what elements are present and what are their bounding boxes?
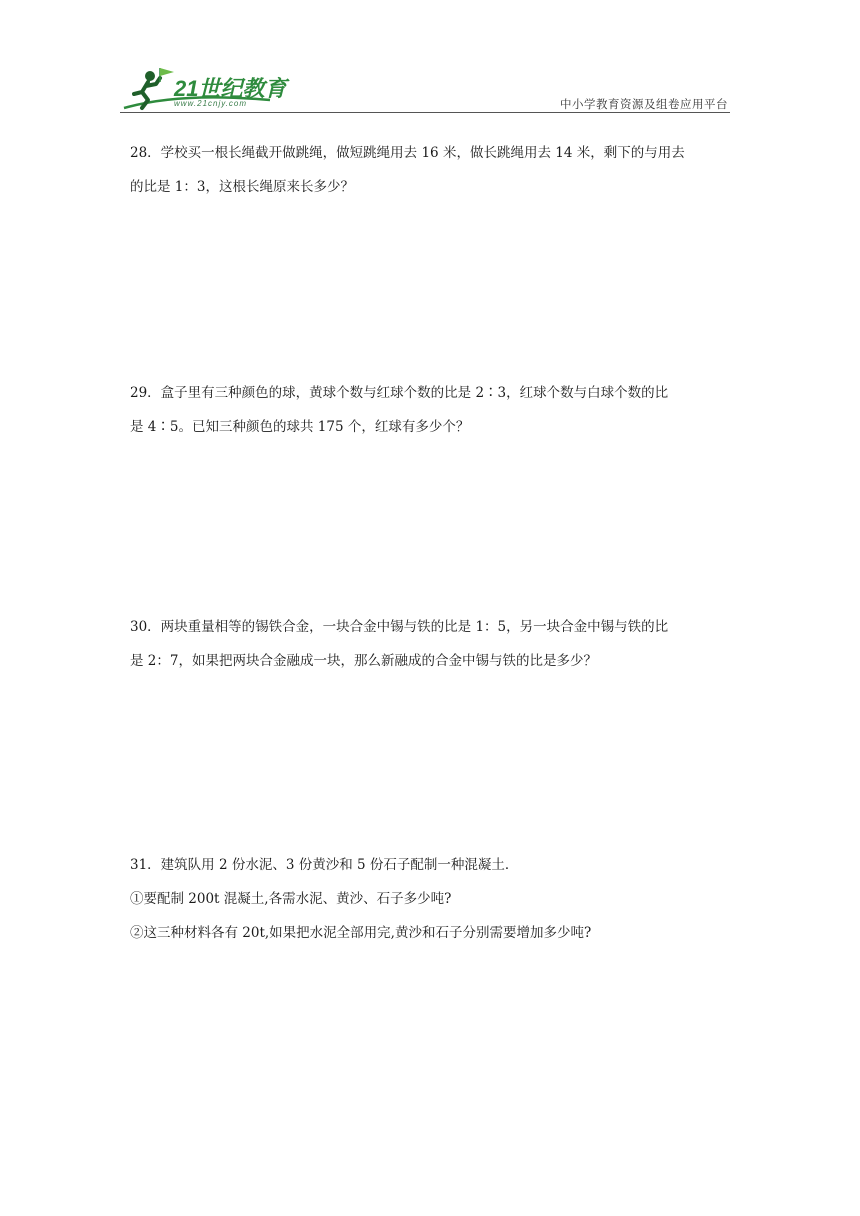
question-line: 28．学校买一根长绳截开做跳绳，做短跳绳用去 16 米，做长跳绳用去 14 米，剩下的与用去 — [130, 145, 685, 161]
site-logo — [120, 62, 300, 114]
page-header — [120, 62, 730, 114]
question-30 — [130, 610, 730, 678]
question-line: 29．盒子里有三种颜色的球，黄球个数与红球个数的比是 2∶3，红球个数与白球个数的比 — [130, 385, 669, 401]
question-line: 是 4∶5。已知三种颜色的球共 175 个，红球有多少个？ — [130, 419, 470, 435]
question-line: 30．两块重量相等的锡铁合金，一块合金中锡与铁的比是 1：5，另一块合金中锡与铁的比 — [130, 619, 669, 635]
question-31 — [130, 848, 730, 950]
question-line: 是 2：7，如果把两块合金融成一块，那么新融成的合金中锡与铁的比是多少？ — [130, 653, 597, 669]
question-29 — [130, 376, 730, 444]
logo-url: www.21cnjy.com — [174, 99, 247, 108]
platform-tagline: 中小学教育资源及组卷应用平台 — [560, 97, 728, 111]
logo-wordmark: 21世纪教育 — [174, 76, 287, 101]
question-line: 31．建筑队用 2 份水泥、3 份黄沙和 5 份石子配制一种混凝土． — [130, 857, 519, 873]
question-line: 的比是 1：3，这根长绳原来长多少？ — [130, 179, 354, 195]
question-subpart-1: ①要配制 200t 混凝土,各需水泥、黄沙、石子多少吨? — [130, 891, 452, 907]
header-divider — [120, 112, 730, 113]
question-28 — [130, 136, 730, 204]
question-subpart-2: ②这三种材料各有 20t,如果把水泥全部用完,黄沙和石子分别需要增加多少吨? — [130, 925, 592, 941]
